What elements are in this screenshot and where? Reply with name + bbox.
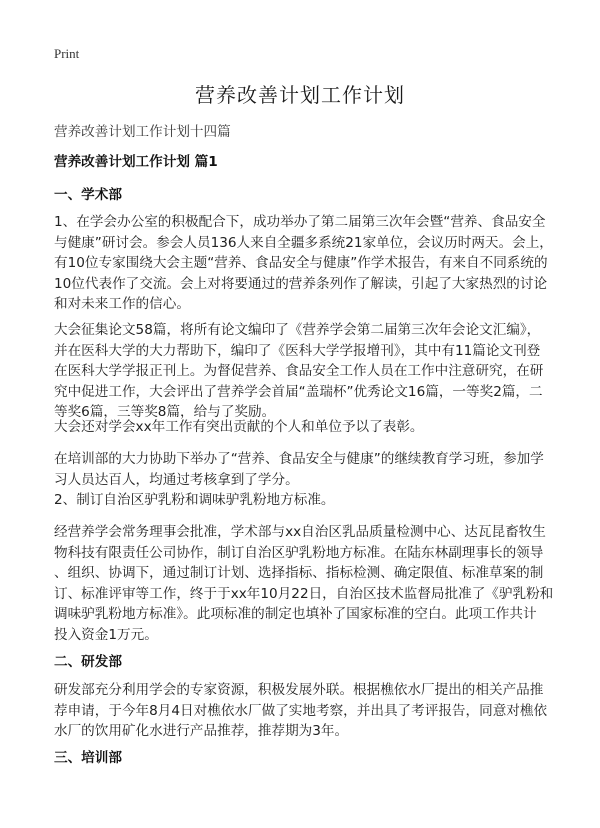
paragraph-line: 荐申请，于今年8月4日对樵依水厂做了实地考察，并出具了考评报告，同意对樵依 — [54, 702, 548, 719]
paragraph-line: 有10位专家围绕大会主题“营养、食品安全与健康”作学术报告，有来自不同系统的 — [54, 255, 548, 271]
paragraph-line: 习人员达百人，均通过考核拿到了学分。 — [54, 471, 299, 488]
section-heading-academic: 一、学术部 — [54, 187, 122, 203]
paragraph-standard-details — [54, 522, 554, 645]
paragraph-line: 究中促进工作，大会评出了营养学会首届“盖瑞杯”优秀论文16篇，一等奖2篇，二 — [54, 383, 543, 400]
paragraph-annual-meeting — [54, 212, 554, 315]
paragraph-line: 调味驴乳粉地方标准》。此项标准的制定也填补了国家标准的空白。此项工作共计 — [54, 606, 537, 622]
print-link[interactable]: Print — [54, 46, 80, 61]
article-heading: 营养改善计划工作计划 篇1 — [54, 154, 218, 170]
paragraph-line: 10位代表作了交流。会上对将要通过的营养条列作了解读，引起了大家热烈的讨论 — [54, 275, 548, 292]
paragraph-standard-item — [54, 490, 554, 511]
paragraph-line: 与健康”研讨会。参会人员136人来自全疆多系统21家单位，会议历时两天。会上， — [54, 234, 553, 251]
paragraph-line: 等奖6篇，三等奖8篇，给与了奖励。 — [54, 404, 276, 420]
paragraph-commendation — [54, 417, 554, 438]
section-heading-rnd: 二、研发部 — [54, 654, 122, 670]
paragraph-line: 订、标准评审等工作，终于于xx年10月22日，自治区技术监督局批准了《驴乳粉和 — [54, 585, 554, 602]
paragraph-line: 、组织、协调下，通过制订计划、选择指标、指标检测、确定限值、标准草案的制 — [54, 565, 544, 581]
paragraph-training-class — [54, 449, 554, 490]
paragraph-line: 和对未来工作的信心。 — [54, 296, 190, 312]
paragraph-line: 水厂的饮用矿化水进行产品推荐，推荐期为3年。 — [54, 723, 349, 739]
document-subtitle: 营养改善计划工作计划十四篇 — [54, 124, 231, 140]
paragraph-papers — [54, 320, 554, 423]
section-heading-training: 三、培训部 — [54, 750, 122, 766]
paragraph-line: 在培训部的大力协助下举办了“营养、食品安全与健康”的继续教育学习班，参加学 — [54, 451, 544, 467]
paragraph-line: 在医科大学学报正刊上。为督促营养、食品安全工作人员在工作中注意研究，在研 — [54, 363, 544, 379]
paragraph-line: 经营养学会常务理事会批准，学术部与xx自治区乳品质量检测中心、达瓦昆畜牧生 — [54, 524, 546, 540]
paragraph-line: 2、制订自治区驴乳粉和调味驴乳粉地方标准。 — [54, 492, 335, 508]
paragraph-rnd — [54, 680, 554, 742]
paragraph-line: 投入资金1万元。 — [54, 626, 158, 643]
paragraph-line: 并在医科大学的大力帮助下，编印了《医科大学学报增刊》，其中有11篇论文刊登 — [54, 342, 541, 359]
paragraph-line: 物科技有限责任公司协作，制订自治区驴乳粉地方标准。在陆东林副理事长的领导 — [54, 544, 544, 561]
paragraph-line: 大会还对学会xx年工作有突出贡献的个人和单位予以了表彰。 — [54, 419, 424, 435]
paragraph-line: 1、在学会办公室的积极配合下，成功举办了第二届第三次年会暨“营养、食品安全 — [54, 214, 546, 230]
paragraph-line: 研发部充分利用学会的专家资源，积极发展外联。根据樵依水厂提出的相关产品推 — [54, 682, 544, 698]
page-title: 营养改善计划工作计划 — [195, 83, 405, 107]
paragraph-line: 大会征集论文58篇，将所有论文编印了《营养学会第二届第三次年会论文汇编》， — [54, 322, 541, 338]
